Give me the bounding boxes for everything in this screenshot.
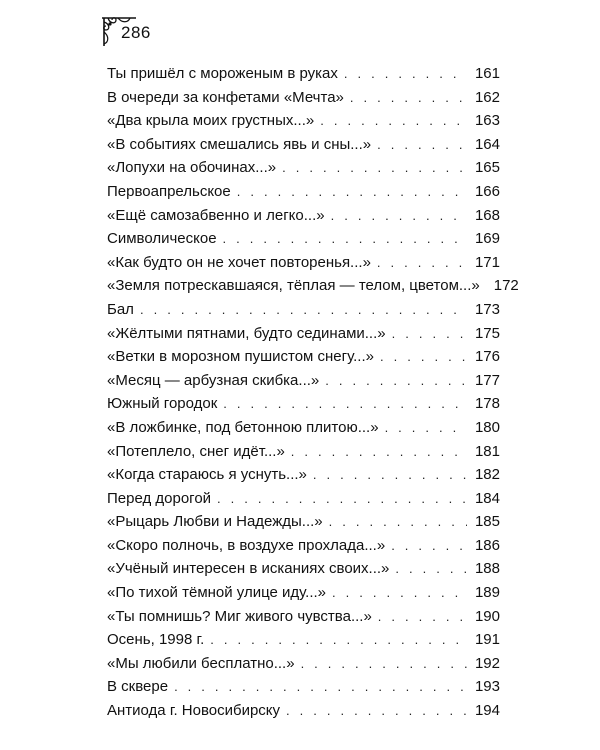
toc-entry — [107, 182, 500, 206]
toc-entry-page-number: 165 — [474, 159, 500, 177]
toc-dot-leader — [332, 583, 467, 603]
toc-entry — [107, 630, 500, 654]
toc-dot-leader — [344, 64, 467, 84]
toc-dot-leader — [380, 347, 467, 367]
toc-entry — [107, 418, 500, 442]
toc-entry-title: «Потеплело, снег идёт...» — [107, 442, 285, 460]
toc-entry-title: «Рыцарь Любви и Надежды...» — [107, 513, 323, 531]
toc-entry-page-number: 186 — [474, 536, 500, 554]
toc-entry — [107, 300, 500, 324]
toc-entry-page-number: 162 — [474, 88, 500, 106]
toc-entry-title: Антиода г. Новосибирску — [107, 702, 281, 720]
toc-dot-leader — [329, 512, 467, 532]
toc-entry — [107, 158, 500, 182]
toc-entry-page-number: 181 — [474, 442, 500, 460]
toc-dot-leader — [174, 677, 467, 697]
toc-entry — [107, 442, 500, 466]
toc-dot-leader — [282, 158, 467, 178]
toc-entry-page-number: 169 — [474, 230, 500, 248]
toc-entry — [107, 465, 500, 489]
toc-dot-leader — [325, 371, 467, 391]
toc-entry-title: «Два крыла моих грустных...» — [107, 112, 315, 130]
page-header — [100, 14, 180, 46]
toc-entry-title: «Жёлтыми пятнами, будто сединами...» — [107, 324, 386, 342]
toc-entry — [107, 583, 500, 607]
toc-entry-title: «Когда стараюсь я уснуть...» — [107, 466, 307, 484]
toc-entry-title: «По тихой тёмной улице иду...» — [107, 584, 327, 602]
toc-entry — [107, 111, 500, 135]
toc-dot-leader — [286, 701, 467, 721]
toc-entry — [107, 276, 519, 300]
toc-entry-page-number: 164 — [474, 135, 500, 153]
toc-entry-title: В сквере — [107, 678, 169, 696]
toc-entry-title: В очереди за конфетами «Мечта» — [107, 88, 344, 106]
toc-entry-page-number: 176 — [474, 348, 500, 366]
toc-dot-leader — [320, 111, 467, 131]
toc-entry — [107, 536, 500, 560]
toc-entry-title: «Лопухи на обочинах...» — [107, 159, 277, 177]
toc-dot-leader — [378, 607, 467, 627]
toc-dot-leader — [392, 324, 467, 344]
toc-entry-page-number: 192 — [474, 654, 500, 672]
toc-entry-title: Первоапрельское — [107, 182, 231, 200]
toc-dot-leader — [291, 442, 467, 462]
toc-entry-title: Перед дорогой — [107, 489, 212, 507]
toc-entry-title: Осень, 1998 г. — [107, 631, 205, 649]
toc-dot-leader — [237, 182, 467, 202]
toc-entry-page-number: 178 — [474, 395, 500, 413]
toc-entry — [107, 88, 500, 112]
toc-entry — [107, 701, 500, 725]
toc-entry-page-number: 182 — [474, 466, 500, 484]
toc-dot-leader — [391, 536, 467, 556]
toc-entry-title: «Скоро полночь, в воздухе прохлада...» — [107, 536, 386, 554]
toc-entry — [107, 64, 500, 88]
toc-entry — [107, 206, 500, 230]
toc-dot-leader — [350, 88, 467, 108]
toc-dot-leader — [217, 489, 467, 509]
toc-entry-page-number: 161 — [474, 65, 500, 82]
toc-entry-title: Южный городок — [107, 395, 218, 413]
toc-dot-leader — [395, 559, 467, 579]
toc-entry-title: «Учёный интересен в исканиях своих...» — [107, 560, 390, 578]
toc-entry-page-number: 193 — [474, 678, 500, 696]
toc-entry-page-number: 166 — [474, 182, 500, 200]
toc-entry-title: «Ветки в морозном пушистом снегу...» — [107, 348, 374, 366]
toc-entry — [107, 135, 500, 159]
toc-dot-leader — [223, 229, 467, 249]
toc-entry-page-number: 190 — [474, 607, 500, 625]
toc-entry-title: «В ложбинке, под бетонною плитою...» — [107, 418, 379, 436]
toc-entry — [107, 677, 500, 701]
toc-dot-leader — [313, 465, 467, 485]
toc-entry — [107, 489, 500, 513]
toc-entry-title: Бал — [107, 300, 134, 318]
toc-entry-page-number: 184 — [474, 489, 500, 507]
toc-entry-title: «Ты помнишь? Миг живого чувства...» — [107, 607, 372, 625]
toc-entry-page-number: 173 — [474, 300, 500, 318]
toc-entry — [107, 347, 500, 371]
toc-entry-page-number: 175 — [474, 324, 500, 342]
toc-entry-page-number: 185 — [474, 513, 500, 531]
toc-dot-leader — [223, 394, 467, 414]
toc-dot-leader — [385, 418, 467, 438]
toc-entry-title: Символическое — [107, 230, 217, 248]
toc-entry — [107, 253, 500, 277]
toc-entry — [107, 654, 500, 678]
toc-entry-title: «Мы любили бесплатно...» — [107, 654, 295, 672]
toc-entry-title: Ты пришёл с мороженым в руках — [107, 65, 338, 82]
toc-entry — [107, 324, 500, 348]
toc-dot-leader — [377, 253, 467, 273]
toc-entry — [107, 371, 500, 395]
toc-entry-page-number: 194 — [474, 702, 500, 720]
toc-dot-leader — [301, 654, 467, 674]
toc-entry-page-number: 189 — [474, 584, 500, 602]
toc-entry — [107, 229, 500, 253]
toc-entry — [107, 607, 500, 631]
toc-entry-page-number: 168 — [474, 206, 500, 224]
toc-entry-page-number: 171 — [474, 253, 500, 271]
toc-entry-page-number: 172 — [493, 277, 519, 295]
toc-entry-page-number: 191 — [474, 631, 500, 649]
toc-entry-page-number: 188 — [474, 560, 500, 578]
toc-entry — [107, 394, 500, 418]
toc-dot-leader — [210, 630, 467, 650]
table-of-contents — [107, 64, 519, 725]
toc-entry-title: «Как будто он не хочет повторенья...» — [107, 253, 371, 271]
page-number: 286 — [121, 23, 151, 42]
toc-entry-title: «Земля потрескавшаяся, тёплая — телом, цветом...» — [107, 277, 480, 295]
toc-entry-title: «Месяц — арбузная скибка...» — [107, 371, 320, 389]
toc-entry-title: «В событиях смешались явь и сны...» — [107, 135, 372, 153]
toc-entry — [107, 512, 500, 536]
toc-dot-leader — [140, 300, 467, 320]
toc-entry-page-number: 177 — [474, 371, 500, 389]
toc-entry-title: «Ещё самозабвенно и легко...» — [107, 206, 325, 224]
toc-dot-leader — [331, 206, 467, 226]
toc-entry — [107, 559, 500, 583]
toc-dot-leader — [377, 135, 467, 155]
toc-entry-page-number: 163 — [474, 112, 500, 130]
toc-entry-page-number: 180 — [474, 418, 500, 436]
